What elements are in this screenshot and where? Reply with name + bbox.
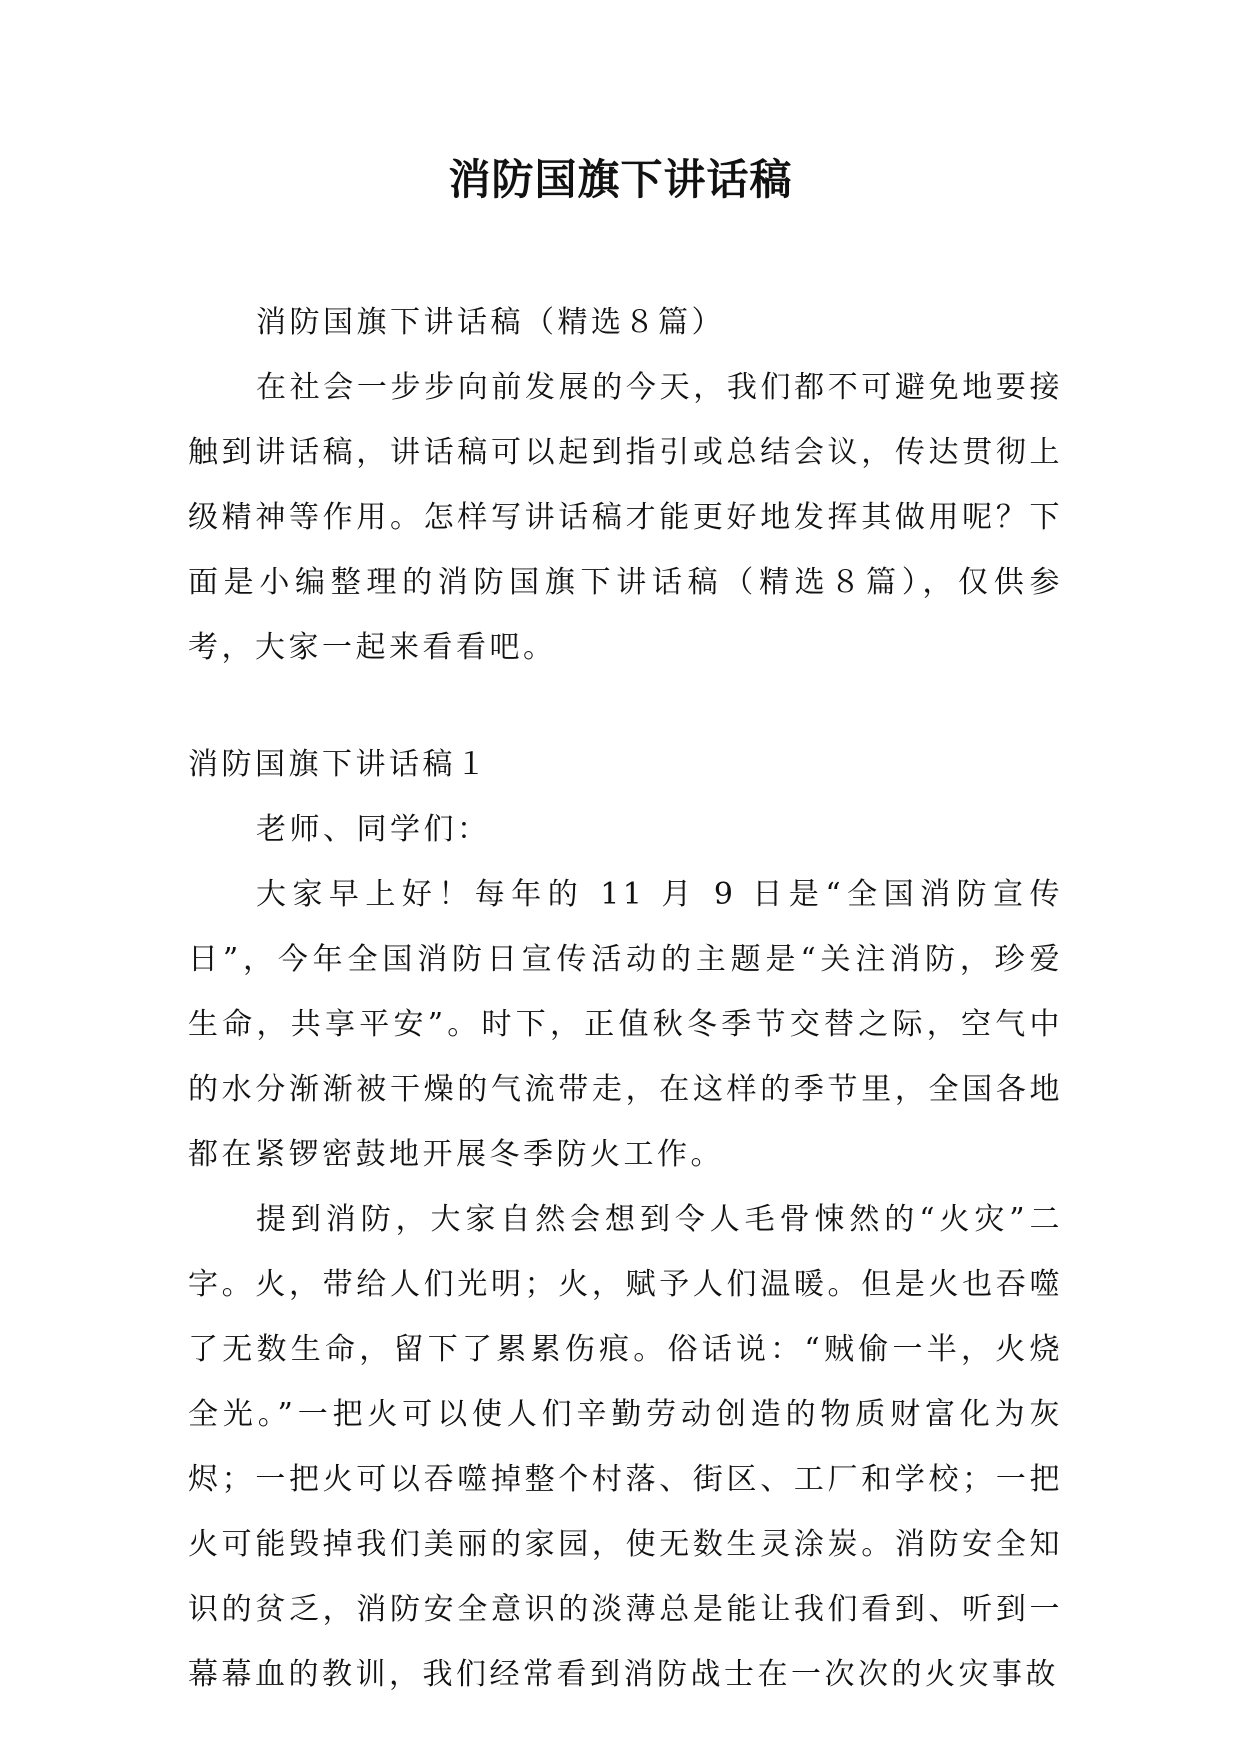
intro-heading: 消防国旗下讲话稿（精选８篇） (256, 305, 725, 340)
body-paragraph: 大家早上好！每年的 11 月 9 日是“全国消防宣传日”，今年全国消防日宣传活动的主题是“关注消防，珍爱生命，共享平安”。时下，正值秋冬季节交替之际，空气中的水分渐渐被干燥的气流带走，在这样的季节里，全国各地都在紧锣密鼓地开展冬季防火工作。 (188, 877, 1063, 1172)
body-paragraph: 提到消防，大家自然会想到令人毛骨悚然的“火灾”二字。火，带给人们光明；火，赋予人们温暖。但是火也吞噬了无数生命，留下了累累伤痕。俗话说：“贼偷一半，火烧全光。”一把火可以使人们辛勤劳动创造的物质财富化为灰烬；一把火可以吞噬掉整个村落、街区、工厂和学校；一把火可能毁掉我们美丽的家园，使无数生灵涂炭。消防安全知识的贫乏，消防安全意识的淡薄总是能让我们看到、听到一幕幕血的教训，我们经常看到消防战士在一次次的火灾事故 (188, 1202, 1063, 1692)
section-heading: 消防国旗下讲话稿１ (188, 747, 490, 782)
document-body (188, 290, 1063, 1707)
salutation: 老师、同学们： (256, 812, 491, 847)
intro-paragraph: 在社会一步步向前发展的今天，我们都不可避免地要接触到讲话稿，讲话稿可以起到指引或总结会议，传达贯彻上级精神等作用。怎样写讲话稿才能更好地发挥其做用呢？下面是小编整理的消防国旗下讲话稿（精选８篇），仅供参考，大家一起来看看吧。 (188, 370, 1063, 665)
document-title: 消防国旗下讲话稿 (448, 155, 793, 204)
